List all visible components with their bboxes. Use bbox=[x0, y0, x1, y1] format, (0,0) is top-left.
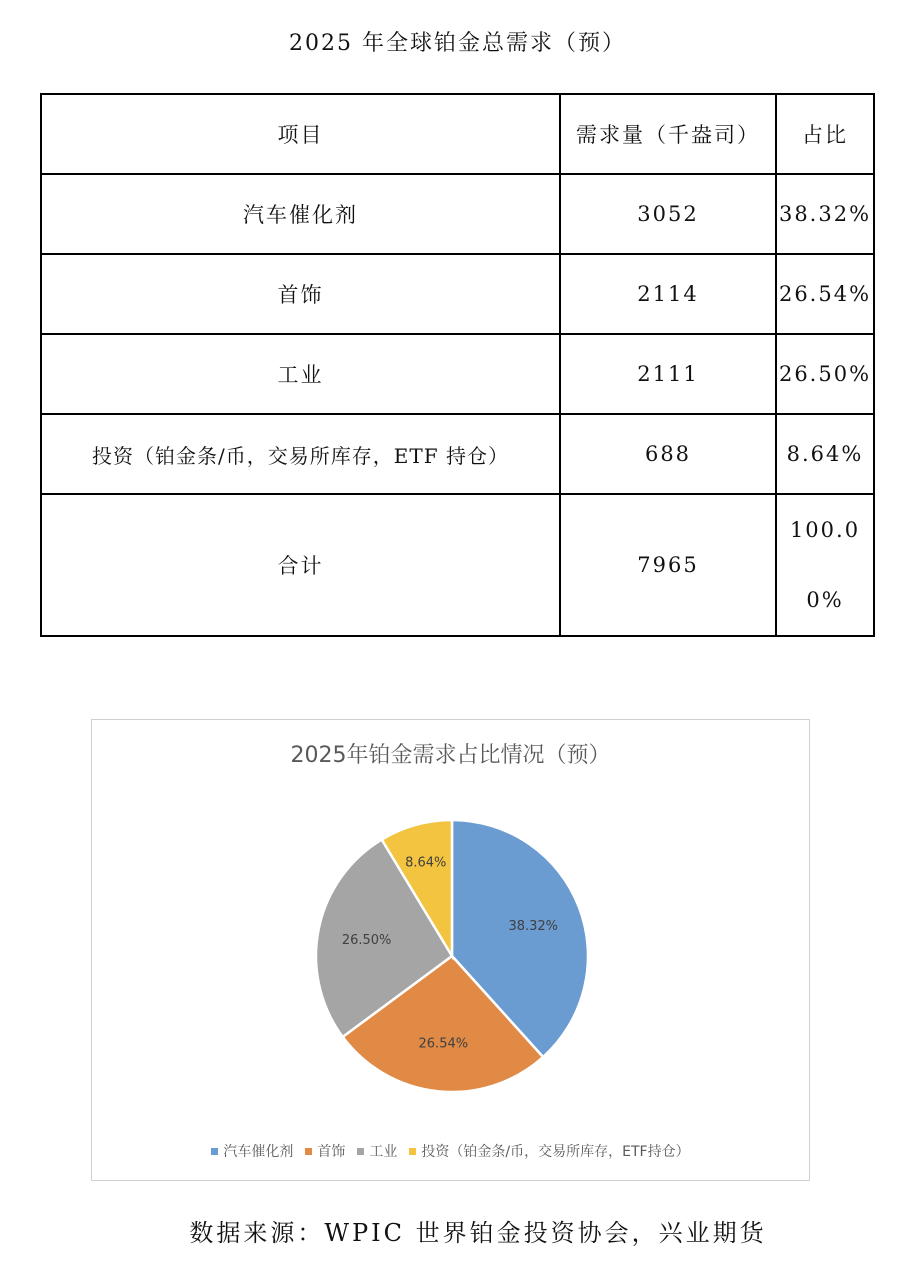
table-total-row bbox=[41, 494, 874, 636]
row-share: 38.32% bbox=[776, 174, 874, 254]
demand-table bbox=[40, 93, 875, 637]
legend-item bbox=[409, 1141, 689, 1161]
document-title: 2025 年全球铂金总需求（预） bbox=[289, 31, 626, 56]
legend-label: 汽车催化剂 bbox=[223, 1144, 294, 1160]
legend-swatch bbox=[357, 1148, 364, 1155]
pie-data-label: 38.32% bbox=[508, 918, 559, 934]
row-quantity: 688 bbox=[560, 414, 776, 494]
row-item: 首饰 bbox=[41, 254, 560, 334]
pie-chart-frame bbox=[91, 719, 810, 1181]
row-item: 汽车催化剂 bbox=[41, 174, 560, 254]
header-quantity: 需求量（千盎司） bbox=[560, 94, 776, 174]
pie-data-label: 26.54% bbox=[418, 1036, 469, 1052]
pie-data-label: 8.64% bbox=[405, 855, 447, 871]
row-quantity: 2111 bbox=[560, 334, 776, 414]
chart-title: 2025年铂金需求占比情况（预） bbox=[290, 743, 611, 768]
legend-swatch bbox=[305, 1148, 312, 1155]
total-item: 合计 bbox=[41, 494, 560, 636]
table-row bbox=[41, 254, 874, 334]
legend-label: 投资（铂金条/币，交易所库存，ETF持仓） bbox=[421, 1144, 690, 1160]
row-share: 26.54% bbox=[776, 254, 874, 334]
header-share: 占比 bbox=[776, 94, 874, 174]
pie-chart bbox=[92, 720, 809, 1180]
legend-label: 工业 bbox=[369, 1144, 398, 1160]
legend-item bbox=[211, 1141, 293, 1161]
legend-label: 首饰 bbox=[317, 1144, 346, 1160]
legend-item bbox=[357, 1141, 397, 1161]
row-quantity: 3052 bbox=[560, 174, 776, 254]
table-header-row bbox=[41, 94, 874, 174]
row-share: 26.50% bbox=[776, 334, 874, 414]
chart-legend bbox=[92, 1141, 809, 1161]
data-source: 数据来源：WPIC 世界铂金投资协会，兴业期货 bbox=[189, 1219, 767, 1247]
table-row bbox=[41, 414, 874, 494]
pie-data-label: 26.50% bbox=[341, 933, 392, 949]
total-share: 100.00% bbox=[776, 494, 874, 636]
row-share: 8.64% bbox=[776, 414, 874, 494]
row-item: 工业 bbox=[41, 334, 560, 414]
total-quantity: 7965 bbox=[560, 494, 776, 636]
legend-swatch bbox=[409, 1148, 416, 1155]
legend-swatch bbox=[211, 1148, 218, 1155]
table-row bbox=[41, 174, 874, 254]
header-item: 项目 bbox=[41, 94, 560, 174]
table-row bbox=[41, 334, 874, 414]
row-item: 投资（铂金条/币，交易所库存，ETF 持仓） bbox=[41, 414, 560, 494]
row-quantity: 2114 bbox=[560, 254, 776, 334]
legend-item bbox=[305, 1141, 345, 1161]
